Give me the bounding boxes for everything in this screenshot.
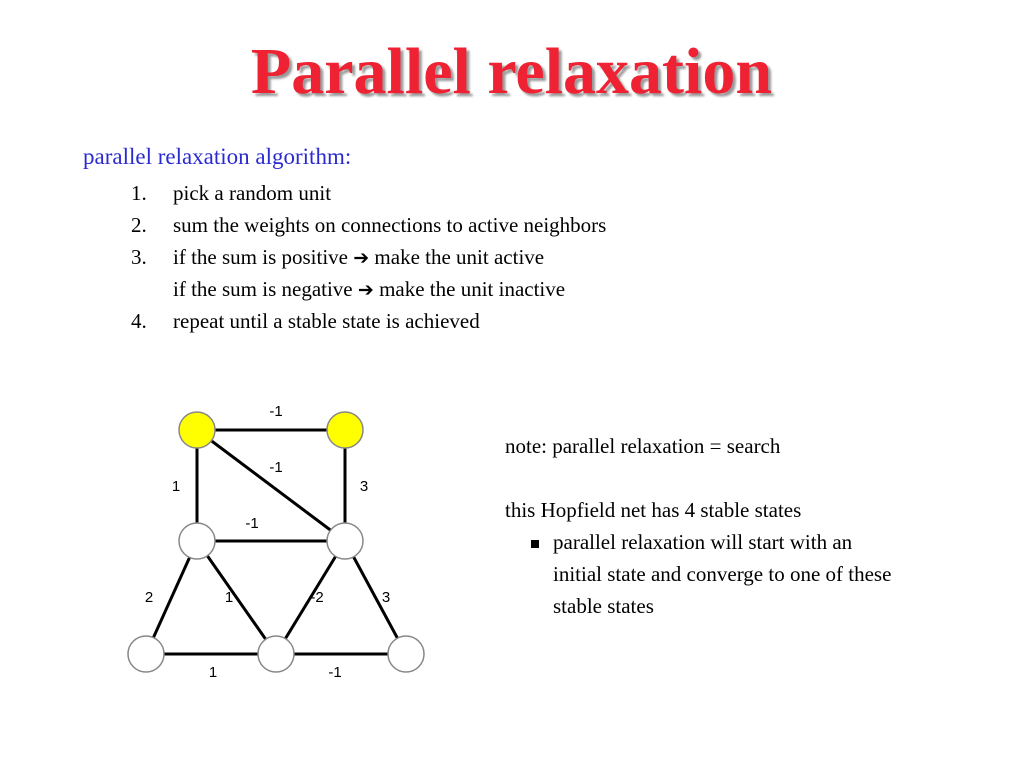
slide-title: Parallel relaxation (250, 35, 773, 108)
weight-label: 1 (224, 589, 234, 606)
weight-label: 2 (144, 589, 154, 606)
step-number: 4. (131, 309, 147, 333)
weight-label: 3 (359, 478, 369, 495)
step-text: sum the weights on connections to active neighbors (173, 213, 607, 237)
weight-label: 1 (171, 478, 181, 495)
weight-label: -1 (328, 664, 342, 681)
note-text: note: parallel relaxation = search (505, 434, 781, 458)
step-number: 3. (131, 245, 147, 269)
weight-label: 3 (381, 589, 391, 606)
node-bottom-left (128, 636, 164, 672)
stable-states-text: this Hopfield net has 4 stable states (505, 498, 802, 522)
step-text-part: if the sum is positive (173, 245, 354, 269)
step-text-part: make the unit active (369, 245, 545, 269)
algorithm-heading: parallel relaxation algorithm: (83, 144, 352, 169)
step-text-part: make the unit inactive (373, 277, 566, 301)
node-top-right (327, 412, 363, 448)
step-text: pick a random unit (173, 181, 332, 205)
bullet-text-line: parallel relaxation will start with an (553, 530, 853, 554)
edge-mid-right-bottom-right (345, 541, 406, 654)
bullet-text-line: stable states (553, 594, 654, 618)
node-bottom-right (388, 636, 424, 672)
weight-label: -1 (269, 403, 283, 420)
right-arrow-icon: ➔ (357, 279, 374, 301)
weight-label: 1 (208, 664, 218, 681)
weight-label: -1 (269, 459, 283, 476)
weight-label: -2 (310, 589, 324, 606)
step-text: repeat until a stable state is achieved (173, 309, 480, 333)
node-mid-right (327, 523, 363, 559)
weight-label: -1 (245, 515, 259, 532)
edge-mid-left-bottom-middle (197, 541, 276, 654)
step-number: 1. (131, 181, 147, 205)
step-text-part: if the sum is negative (173, 277, 358, 301)
step-number: 2. (131, 213, 147, 237)
right-arrow-icon: ➔ (353, 247, 370, 269)
node-bottom-middle (258, 636, 294, 672)
node-mid-left (179, 523, 215, 559)
bullet-text-line: initial state and converge to one of these (553, 562, 892, 586)
node-top-left (179, 412, 215, 448)
edge-top-left-mid-right (197, 430, 345, 541)
square-bullet-icon (531, 540, 539, 548)
